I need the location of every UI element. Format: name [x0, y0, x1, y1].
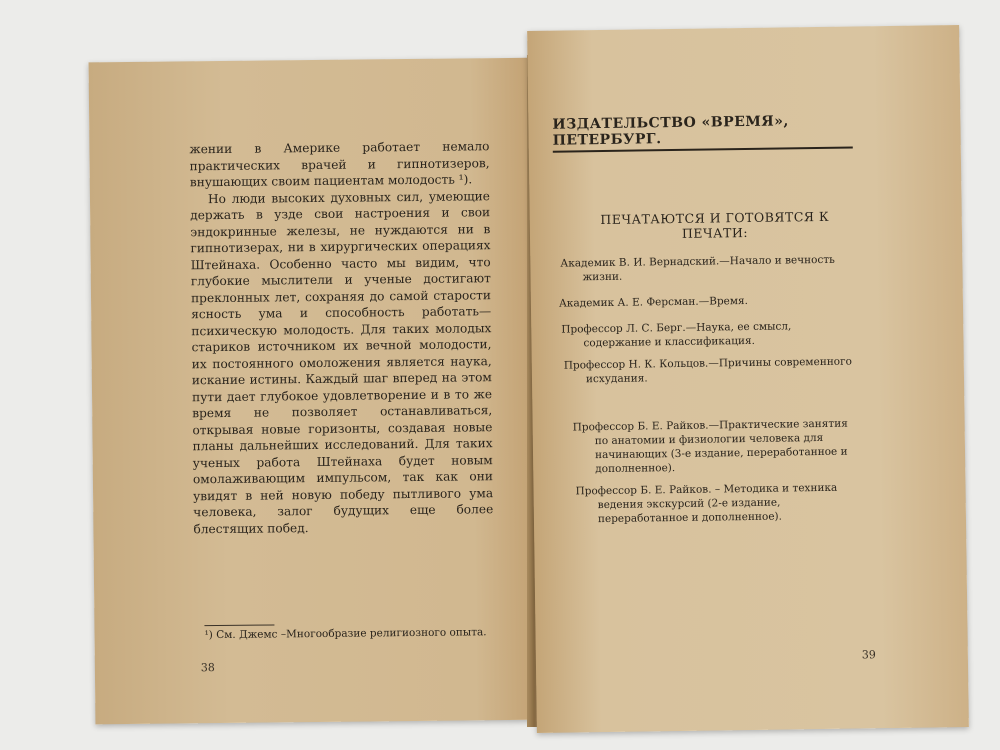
page-number-right: 39 — [861, 648, 876, 662]
list-item: Профессор Б. Е. Райков.—Практические занятия по анатомии и физиологии человека для начинающих (3-е издание, переработанное и дополненное). — [572, 417, 848, 476]
page-number-left: 38 — [200, 661, 215, 675]
list-item: Академик В. И. Вернадский.—Начало и вечность жизни. — [560, 253, 835, 284]
list-item: Профессор Б. Е. Райков. – Методика и техника ведения экскурсий (2-е издание, переработанное и дополненное). — [575, 481, 838, 526]
left-page-body — [189, 138, 493, 537]
list-item: Профессор Л. С. Берг.—Наука, ее смысл, содержание и классификация. — [561, 320, 792, 350]
left-page — [89, 58, 544, 725]
publisher-header: ИЗДАТЕЛЬСТВО «ВРЕМЯ», ПЕТЕРБУРГ. — [552, 113, 852, 153]
paragraph: жении в Америке работает немало практических врачей и гипнотизеров, внушающих своим пациентам молодость ¹). — [189, 139, 490, 190]
paragraph: Но люди высоких духовных сил, умеющие держать в узде свои настроения и свои эндокринные железы, не нуждаются ни в гипнотизерах, ни в хирургических операциях Штейнаха. Особенно часто мы видим, что глубокие мыслители и ученые достигают преклонных лет, сохраняя до самой старости ясность ума и способность работать—психическую молодость. Для таких молодых стариков источником их вечной молодости, их постоянного омоложения является наука, искание истины. Каждый шаг вперед на этом пути дает глубокое удовлетворение и в то же время не позволяет останавливаться, открывая новые горизонты, создавая новые планы дальнейших исследований. Для таких ученых работа Штейнаха будет новым омолаживающим импульсом, так как они увидят в ней новую победу пытливого ума человека, залог будущих еще более блестящих побед. — [190, 188, 494, 536]
footnote: ¹) См. Джемс –Многообразие религиозного опыта. — [204, 626, 487, 642]
right-page — [527, 25, 969, 733]
footnote-rule — [204, 624, 274, 626]
list-item: Академик А. Е. Ферсман.—Время. — [558, 294, 749, 310]
section-heading: ПЕЧАТАЮТСЯ И ГОТОВЯТСЯ К ПЕЧАТИ: — [600, 208, 830, 241]
list-item: Профессор Н. К. Кольцов.—Причины современного исхудания. — [563, 355, 853, 386]
